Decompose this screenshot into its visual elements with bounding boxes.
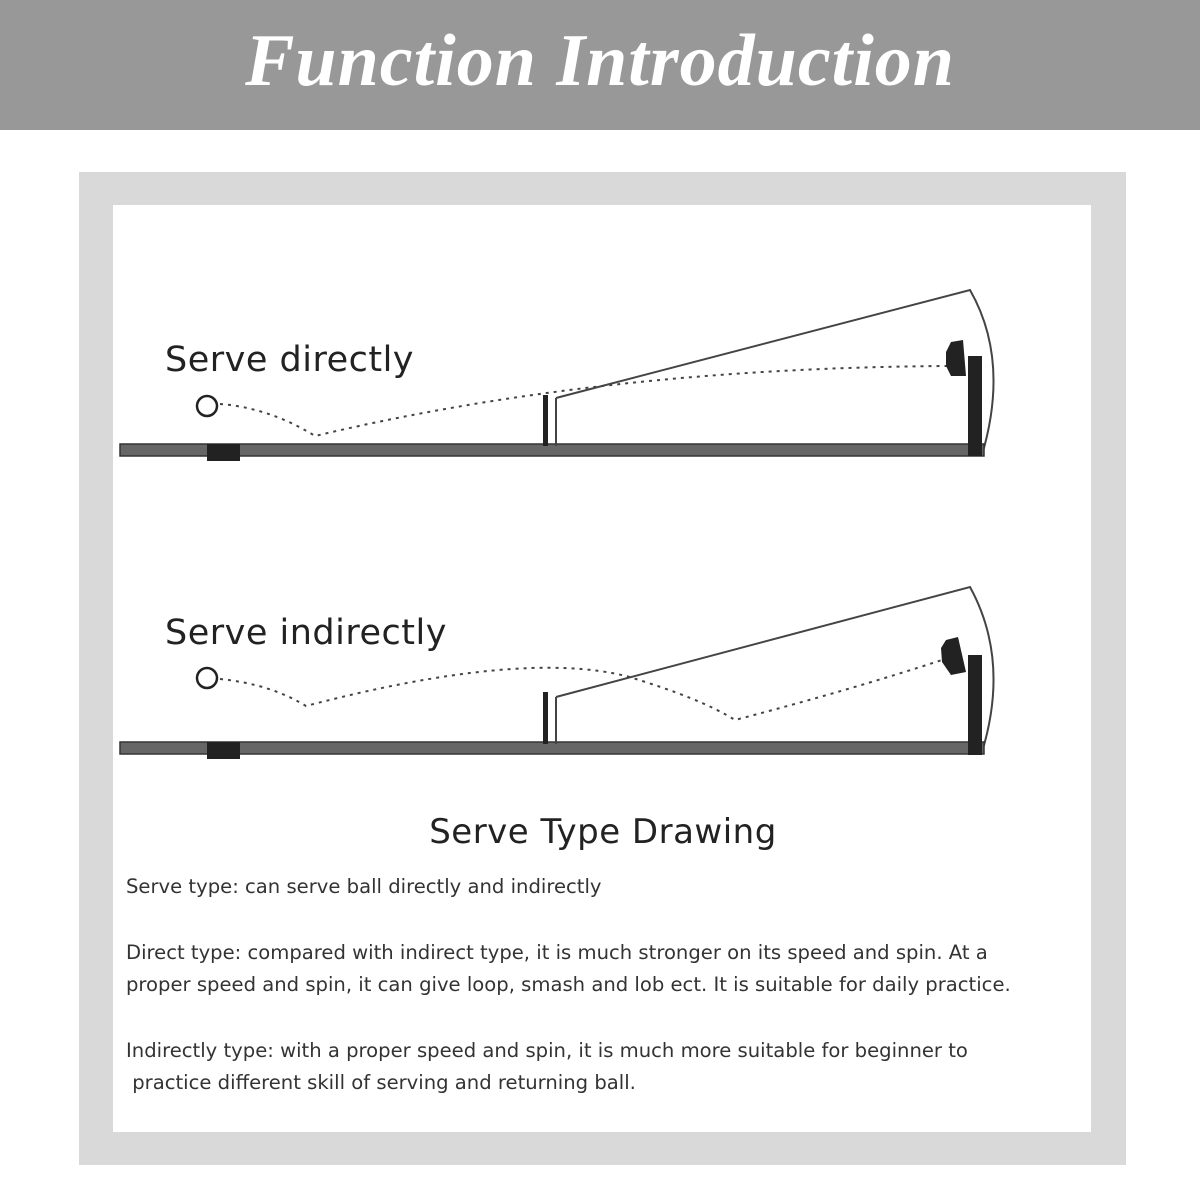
direct-table	[120, 444, 984, 456]
indirect-ball-icon	[197, 668, 217, 688]
page-title: Function Introduction	[245, 19, 955, 102]
direct-type-description	[126, 937, 1096, 1001]
direct-machine-outline	[556, 290, 994, 455]
indirect-table	[120, 742, 984, 754]
indirect-type-line-2: practice different skill of serving and returning ball.	[126, 1071, 636, 1094]
direct-ball-icon	[197, 396, 217, 416]
indirect-machine-outline	[556, 587, 994, 752]
direct-net	[543, 395, 548, 446]
direct-type-line-1: Direct type: compared with indirect type, it is much stronger on its speed and spin. At a	[126, 941, 988, 964]
indirect-type-line-1: Indirectly type: with a proper speed and spin, it is much more suitable for beginner to	[126, 1039, 968, 1062]
indirect-net	[543, 692, 548, 744]
serve-type-text: Serve type: can serve ball directly and indirectly	[126, 875, 602, 898]
indirect-table-leg	[207, 742, 240, 759]
direct-machine-post	[968, 356, 982, 456]
direct-table-leg	[207, 444, 240, 461]
indirect-type-description	[126, 1035, 1096, 1099]
serve-type-description	[126, 871, 1096, 903]
diagram-caption: Serve Type Drawing	[429, 812, 777, 852]
serve-directly-label: Serve directly	[165, 340, 415, 380]
direct-machine-head	[946, 340, 966, 376]
indirect-machine-post	[968, 655, 982, 755]
direct-type-line-2: proper speed and spin, it can give loop, smash and lob ect. It is suitable for daily practice.	[126, 973, 1011, 996]
serve-indirectly-label: Serve indirectly	[165, 613, 447, 653]
indirect-machine-head	[941, 637, 966, 675]
